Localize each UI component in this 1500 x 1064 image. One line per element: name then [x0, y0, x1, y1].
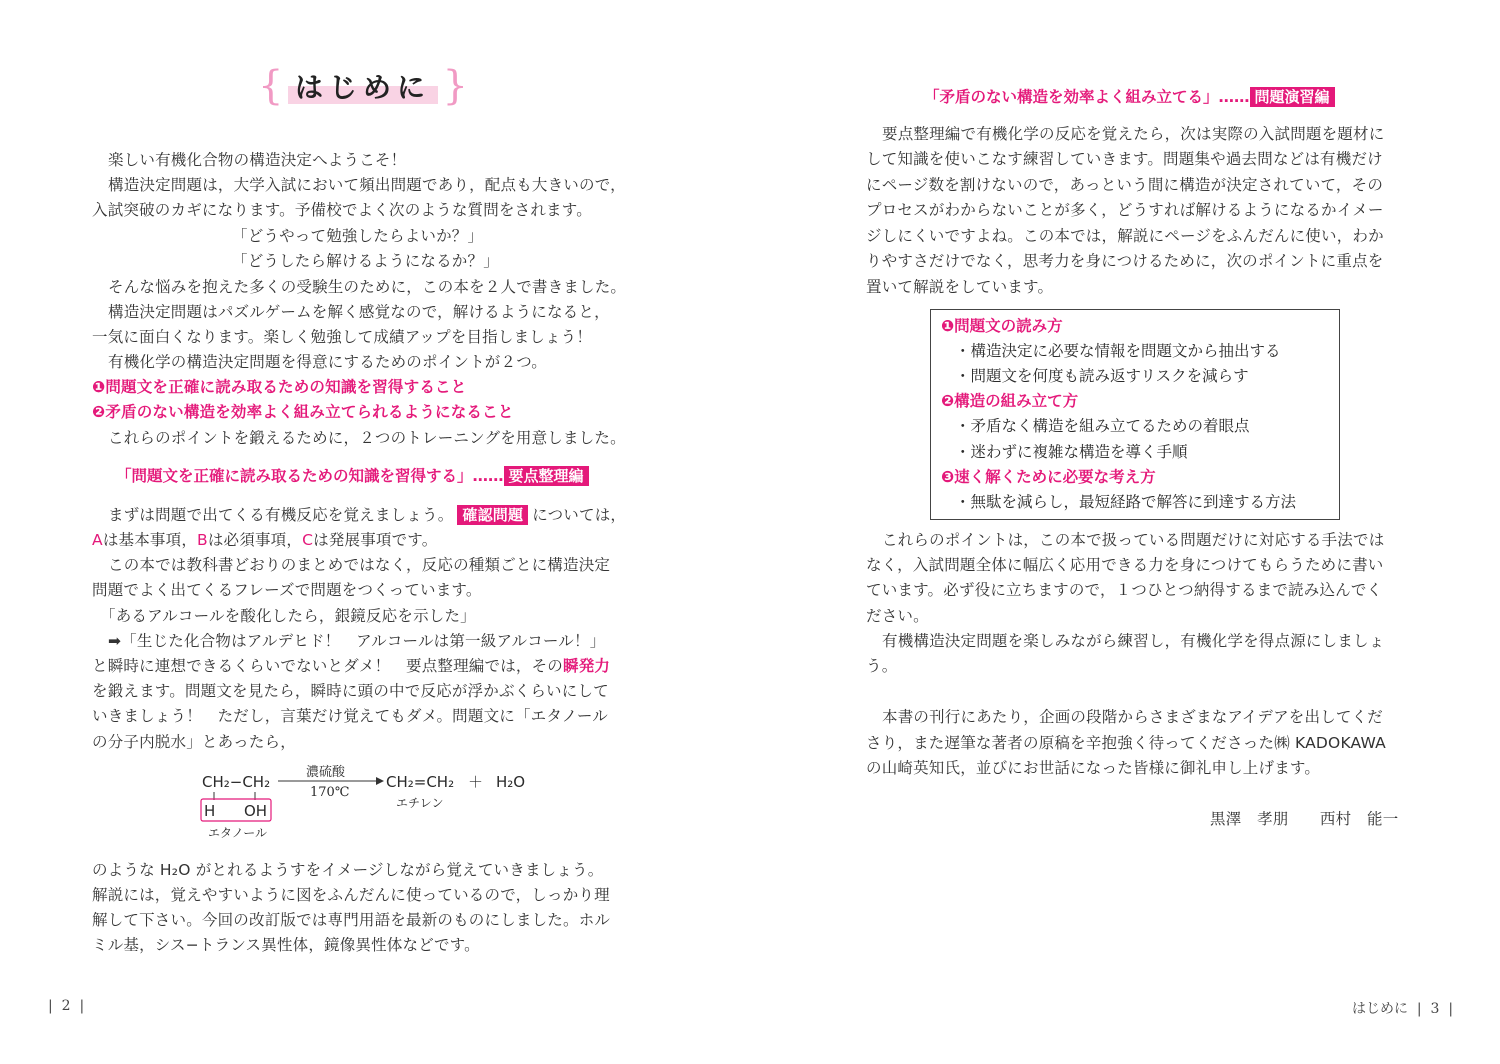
- intro-line: 入試突破のカギになります。予備校でよく次のような質問をされます。: [92, 201, 592, 219]
- key-point-2: ❷矛盾のない構造を効率よく組み立てられるようになること: [92, 403, 514, 421]
- body-text: については，: [532, 506, 627, 524]
- page-title: [258, 63, 468, 112]
- points-box: [930, 309, 1340, 520]
- acknowledgement-line: 本書の刊行にあたり，企画の段階からさまざまなアイデアを出してくだ: [882, 708, 1384, 726]
- body-line: 要点整理編で有機化学の反応を覚えたら，次は実際の入試問題を題材に: [882, 125, 1385, 143]
- reaction-diagram: [200, 764, 540, 846]
- body-line: りやすさだけでなく，思考力を身につけるために，次のポイントに重点を: [866, 252, 1384, 270]
- body-line: 問題でよく出てくるフレーズで問題をつくっています。: [92, 581, 482, 599]
- page-number-left: | 2 |: [48, 998, 85, 1014]
- level-letter-c: C: [302, 531, 314, 549]
- water-formula: H₂O: [496, 773, 526, 791]
- summary-tag: 要点整理編: [504, 466, 589, 486]
- body-line: の分子内脱水」とあったら，: [92, 733, 296, 751]
- body-line: なく，入試問題全体に幅広く応用できる力を身につけてもらうために書い: [866, 556, 1384, 574]
- check-question-tag: 確認問題: [457, 505, 528, 525]
- body-line: 解説には，覚えやすいように図をふんだんに使っているので，しっかり理: [92, 886, 610, 904]
- intro-line: 構造決定問題はパズルゲームを解く感覚なので，解けるようになると，: [108, 303, 610, 321]
- body-line: のような H₂O がとれるようすをイメージしながら覚えていきましょう。: [92, 861, 604, 879]
- body-line: プロセスがわからないことが多く，どうすれば解けるようになるかイメー: [866, 201, 1384, 219]
- body-line: を鍛えます。問題文を見たら，瞬時に頭の中で反応が浮かぶくらいにして: [92, 682, 609, 700]
- body-line: ています。必ず役に立ちますので，１つひとつ納得するまで読み込んでく: [866, 581, 1383, 599]
- reactant-oh: OH: [244, 802, 268, 820]
- body-line: 有機構造決定問題を楽しみながら練習し，有機化学を得点源にしましょ: [882, 632, 1385, 650]
- temperature-label: 170℃: [310, 785, 350, 800]
- body-line: ださい。: [866, 607, 929, 625]
- left-brace-icon: {: [258, 63, 284, 109]
- title-text: はじめに: [294, 71, 431, 104]
- level-letter-b: B: [197, 531, 208, 549]
- body-line: う。: [866, 657, 898, 675]
- acknowledgement-line: の山崎英知氏，並びにお世話になった皆様に御礼申し上げます。: [866, 759, 1321, 777]
- section-heading-exercise: [924, 86, 1335, 108]
- reactant-h: H: [204, 802, 216, 820]
- running-head: はじめに: [1352, 1001, 1408, 1017]
- body-line: にページ数を割けないので，あっという間に構造が決定されていて，その: [866, 176, 1384, 194]
- body-line: ➡「生じた化合物はアルデヒド！ アルコールは第一級アルコール！」: [108, 632, 606, 650]
- intro-question: 「どうやって勉強したらよいか？」: [232, 227, 484, 245]
- body-line: [108, 505, 626, 525]
- reactant-name: エタノール: [208, 826, 268, 840]
- product-name: エチレン: [396, 796, 444, 810]
- body-line: 「あるアルコールを酸化したら，銀鏡反応を示した」: [100, 607, 476, 625]
- body-text: は必須事項，: [207, 531, 303, 549]
- box-heading-1: ❶問題文の読み方: [941, 317, 1063, 335]
- box-item: ・問題文を何度も読み返すリスクを減らす: [955, 367, 1249, 385]
- body-line: 解して下さい。今回の改訂版では専門用語を最新のものにしました。ホル: [92, 911, 611, 929]
- author-names: 黒澤 孝朋 西村 能一: [1210, 810, 1399, 828]
- exercise-tag: 問題演習編: [1250, 87, 1335, 107]
- body-line: この本では教科書どおりのまとめではなく，反応の種類ごとに構造決定: [108, 556, 611, 574]
- page-number-value: 3: [1430, 1001, 1440, 1017]
- intro-line: そんな悩みを抱えた多くの受験生のために，この本を２人で書きました。: [108, 278, 627, 296]
- intro-line: 有機化学の構造決定問題を得意にするためのポイントが２つ。: [108, 353, 547, 371]
- box-item: ・構造決定に必要な情報を問題文から抽出する: [955, 342, 1281, 360]
- body-line: これらのポイントは，この本で扱っている問題だけに対応する手法では: [882, 531, 1385, 549]
- level-letter-a: A: [92, 531, 103, 549]
- body-line: [92, 530, 437, 550]
- box-heading-3: ❸速く解くために必要な考え方: [941, 468, 1156, 486]
- box-item: ・矛盾なく構造を組み立てるための着眼点: [955, 417, 1250, 435]
- right-brace-icon: }: [442, 63, 468, 109]
- intro-line: 構造決定問題は，大学入試において頻出問題であり，配点も大きいので，: [108, 176, 626, 194]
- body-text: は発展事項です。: [313, 531, 438, 549]
- body-line: ミル基，シス−トランス異性体，鏡像異性体などです。: [92, 936, 480, 954]
- section-heading-summary: [116, 465, 589, 487]
- page-number-value: 2: [61, 998, 71, 1014]
- box-heading-2: ❷構造の組み立て方: [941, 392, 1079, 410]
- key-point-1: ❶問題文を正確に読み取るための知識を習得すること: [92, 378, 467, 396]
- training-line: これらのポイントを鍛えるために，２つのトレーニングを用意しました。: [108, 429, 626, 447]
- body-line: ジしにくいですよね。この本では，解説にページをふんだんに使い，わか: [866, 227, 1384, 245]
- box-item: ・無駄を減らし，最短経路で解答に到達する方法: [955, 493, 1297, 511]
- body-line: いきましょう！ ただし，言葉だけ覚えてもダメ。問題文に「エタノール: [92, 707, 608, 725]
- catalyst-label: 濃硫酸: [306, 765, 346, 780]
- body-text: と瞬時に連想できるくらいでないとダメ！ 要点整理編では，その: [92, 657, 564, 675]
- acknowledgement-line: さり，また遅筆な著者の原稿を辛抱強く待ってくださった㈱ KADOKAWA: [866, 734, 1386, 752]
- box-item: ・迷わずに複雑な構造を導く手順: [955, 443, 1188, 461]
- plus-sign: ＋: [468, 773, 484, 791]
- body-text: は基本事項，: [102, 531, 198, 549]
- reactant-formula: CH₂−CH₂: [202, 773, 271, 791]
- exercise-heading-quote: 「矛盾のない構造を効率よく組み立てる」……: [924, 88, 1250, 106]
- summary-heading-quote: 「問題文を正確に読み取るための知識を習得する」……: [116, 467, 504, 485]
- intro-line: 楽しい有機化合物の構造決定へようこそ！: [108, 151, 407, 169]
- body-text: まずは問題で出てくる有機反応を覚えましょう。: [108, 506, 454, 524]
- right-page: [750, 0, 1500, 1064]
- intro-question: 「どうしたら解けるようになるか？」: [232, 252, 499, 270]
- emphasis-text: 瞬発力: [563, 657, 611, 675]
- body-line: して知識を使いこなす練習していきます。問題集や過去問などは有機だけ: [866, 150, 1383, 168]
- body-line: [92, 656, 610, 676]
- intro-line: 一気に面白くなります。楽しく勉強して成績アップを目指しましょう！: [92, 328, 593, 346]
- body-line: 置いて解説をしています。: [866, 278, 1054, 296]
- product-formula: CH₂=CH₂: [386, 773, 455, 791]
- page-footer-right: はじめに | 3 |: [1352, 1001, 1454, 1017]
